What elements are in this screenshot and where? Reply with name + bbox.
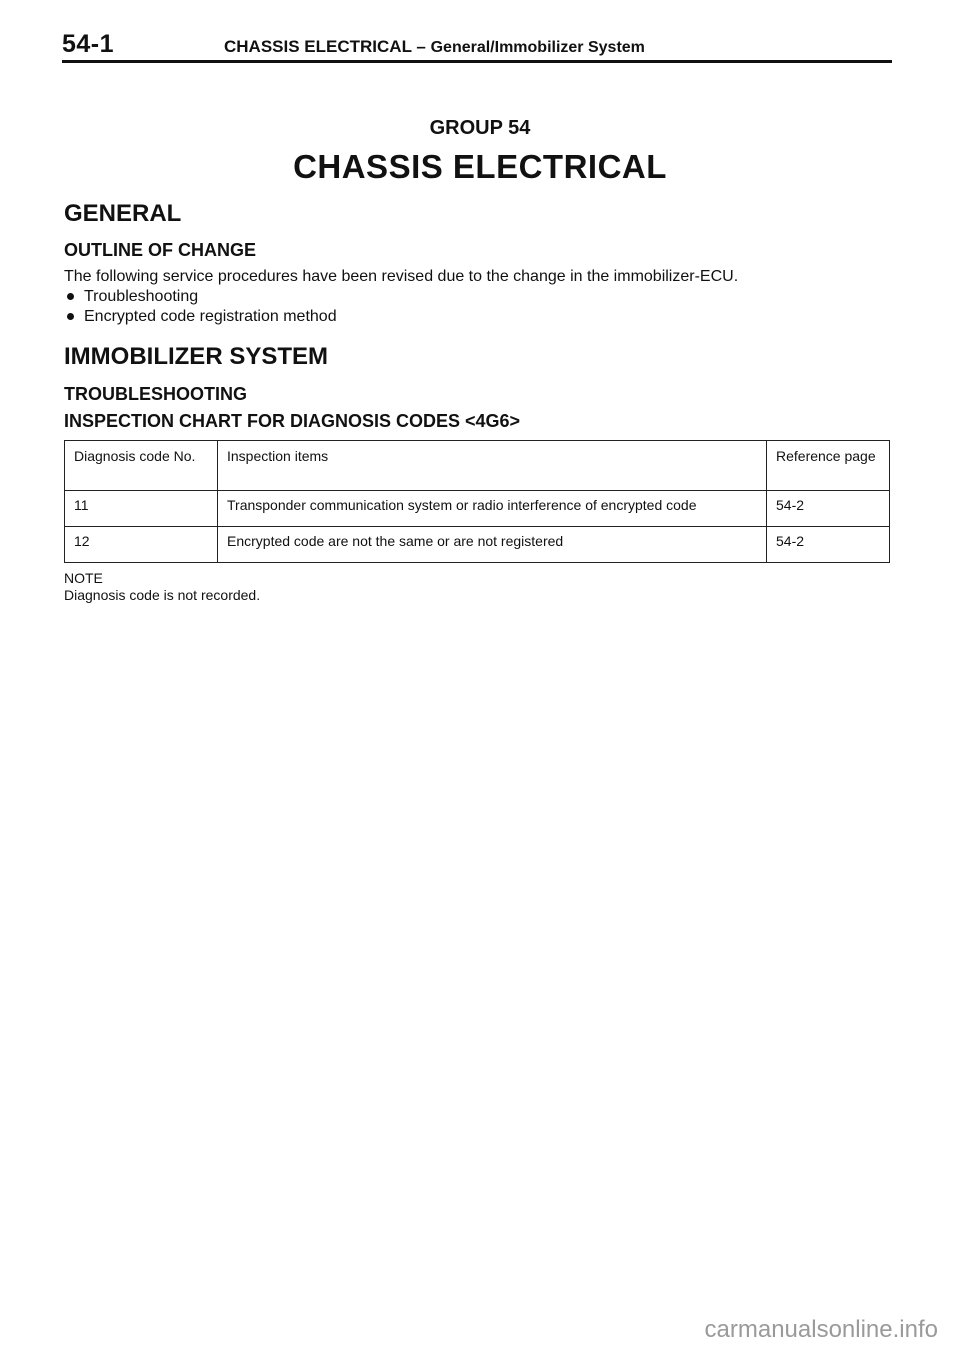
- cell-reference: 54-2: [767, 527, 890, 563]
- cell-item: Encrypted code are not the same or are not registered: [218, 527, 767, 563]
- table-row: [65, 491, 890, 527]
- outline-bullet-list: [64, 287, 337, 327]
- bullet-item: Encrypted code registration method: [64, 307, 337, 327]
- cell-item: Transponder communication system or radio interference of encrypted code: [218, 491, 767, 527]
- header-separator: –: [416, 37, 426, 56]
- column-header-code: Diagnosis code No.: [65, 441, 218, 491]
- diagnosis-code-table: [64, 440, 890, 563]
- watermark-text: carmanualsonline.info: [704, 1316, 938, 1343]
- immobilizer-heading: IMMOBILIZER SYSTEM: [64, 343, 328, 370]
- cell-reference: 54-2: [767, 491, 890, 527]
- header-subtitle: General/Immobilizer System: [430, 39, 645, 56]
- outline-heading: OUTLINE OF CHANGE: [64, 240, 256, 260]
- bullet-item: Troubleshooting: [64, 287, 337, 307]
- note-block: [64, 570, 260, 604]
- outline-text: The following service procedures have been revised due to the change in the immobilizer-ECU.: [64, 268, 739, 285]
- column-header-reference: Reference page: [767, 441, 890, 491]
- header-section: CHASSIS ELECTRICAL: [224, 37, 412, 56]
- table-header-row: [65, 441, 890, 491]
- table-row: [65, 527, 890, 563]
- page-header: [62, 30, 892, 62]
- note-text: Diagnosis code is not recorded.: [64, 587, 261, 603]
- troubleshooting-heading: TROUBLESHOOTING: [64, 384, 247, 404]
- group-title: CHASSIS ELECTRICAL: [293, 148, 667, 185]
- chart-heading: INSPECTION CHART FOR DIAGNOSIS CODES <4G6>: [64, 411, 521, 431]
- note-label: NOTE: [64, 570, 103, 586]
- page-number: 54-1: [62, 30, 115, 58]
- header-rule: [62, 60, 892, 63]
- header-title: [224, 37, 645, 57]
- general-heading: GENERAL: [64, 200, 182, 227]
- cell-code: 11: [65, 491, 218, 527]
- column-header-items: Inspection items: [218, 441, 767, 491]
- cell-code: 12: [65, 527, 218, 563]
- group-label: GROUP 54: [429, 117, 531, 139]
